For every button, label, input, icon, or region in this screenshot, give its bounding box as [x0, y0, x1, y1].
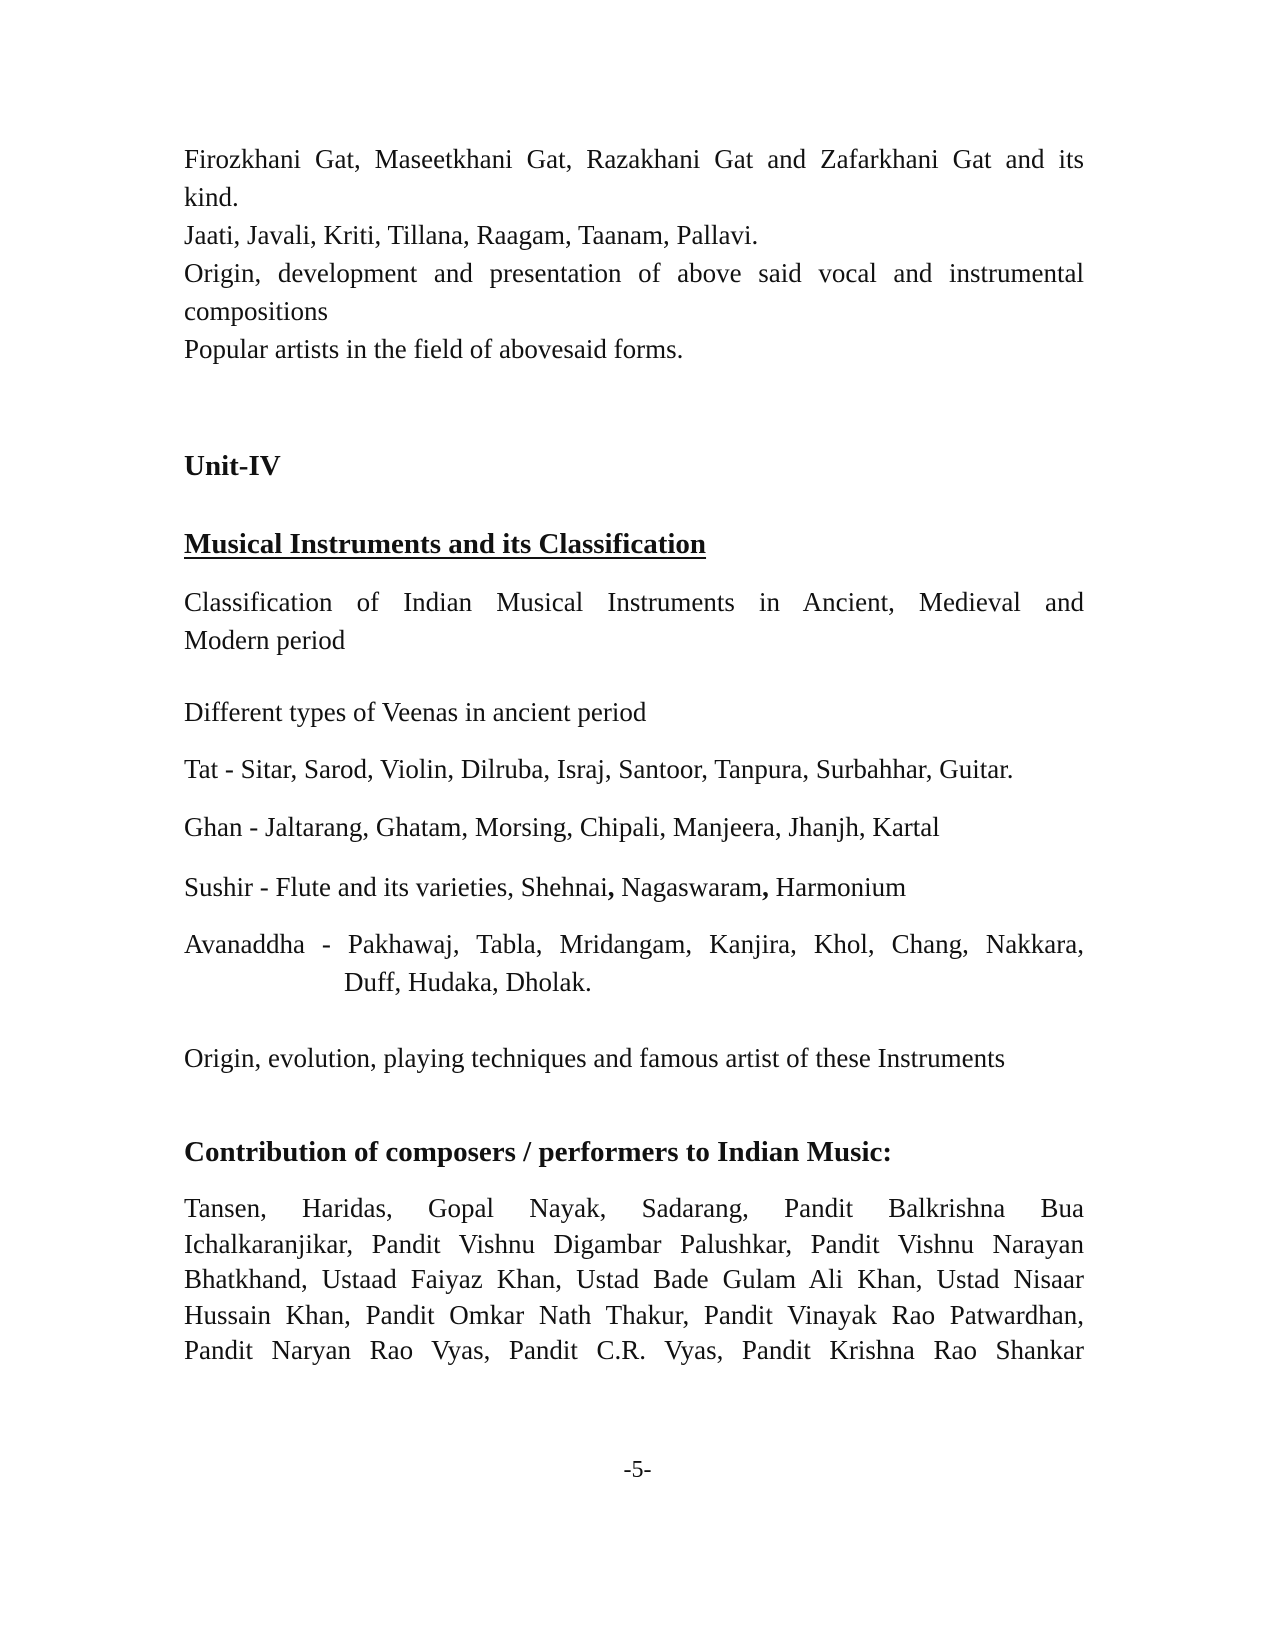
contribution-paragraph — [184, 1191, 1084, 1369]
sushir-part-2: Nagaswaram — [614, 872, 763, 902]
top-line-3: Jaati, Javali, Kriti, Tillana, Raagam, Taanam, Pallavi. — [184, 220, 759, 250]
origin-line — [184, 1039, 1084, 1077]
top-line-4: Origin, development and presentation of above said vocal and instrumental — [184, 258, 1084, 288]
tat-text: Tat - Sitar, Sarod, Violin, Dilruba, Israj, Santoor, Tanpura, Surbahhar, Guitar. — [184, 754, 1014, 784]
origin-text: Origin, evolution, playing techniques and famous artist of these Instruments — [184, 1043, 1006, 1073]
classification-line-2: Modern period — [184, 625, 346, 655]
contribution-line-3: Bhatkhand, Ustaad Faiyaz Khan, Ustad Bade Gulam Ali Khan, Ustad Nisaar — [184, 1264, 1084, 1294]
sushir-sep-1: , — [607, 872, 615, 902]
unit-title: Unit-IV — [184, 450, 281, 482]
contribution-line-4: Hussain Khan, Pandit Omkar Nath Thakur, Pandit Vinayak Rao Patwardhan, — [184, 1299, 1084, 1330]
contribution-line-1: Tansen, Haridas, Gopal Nayak, Sadarang, Pandit Balkrishna Bua — [184, 1193, 1084, 1223]
contribution-line-5: Pandit Naryan Rao Vyas, Pandit C.R. Vyas, Pandit Krishna Rao Shankar — [184, 1335, 1084, 1365]
sushir-line — [184, 868, 1084, 906]
sushir-part-1: Sushir - Flute and its varieties, Shehnai — [184, 872, 608, 902]
contribution-title: Contribution of composers / performers to Indian Music: — [184, 1136, 893, 1168]
avanaddha-paragraph — [184, 925, 1084, 1001]
avanaddha-line-1: Avanaddha - Pakhawaj, Tabla, Mridangam, Kanjira, Khol, Chang, Nakkara, — [184, 929, 1084, 959]
contribution-line-2: Ichalkaranjikar, Pandit Vishnu Digambar Palushkar, Pandit Vishnu Narayan — [184, 1228, 1084, 1259]
section-title: Musical Instruments and its Classification — [184, 528, 707, 560]
classification-line-1: Classification of Indian Musical Instruments in Ancient, Medieval and — [184, 587, 1084, 617]
veenas-text: Different types of Veenas in ancient period — [184, 697, 647, 727]
sushir-part-3: Harmonium — [768, 872, 907, 902]
top-section — [184, 140, 1084, 368]
ghan-line — [184, 808, 1084, 846]
veenas-line — [184, 693, 1084, 731]
avanaddha-line-2: Duff, Hudaka, Dholak. — [344, 967, 592, 997]
sushir-text — [184, 868, 1084, 906]
top-line-1: Firozkhani Gat, Maseetkhani Gat, Razakhani Gat and Zafarkhani Gat and its — [184, 144, 1084, 174]
top-line-2: kind. — [184, 182, 239, 212]
page-number: -5- — [623, 1457, 652, 1483]
top-line-6: Popular artists in the field of abovesaid forms. — [184, 334, 684, 364]
sushir-sep-2: , — [762, 872, 769, 902]
tat-line — [184, 750, 1104, 788]
classification-paragraph — [184, 583, 1084, 659]
top-line-5: compositions — [184, 296, 329, 326]
ghan-text: Ghan - Jaltarang, Ghatam, Morsing, Chipali, Manjeera, Jhanjh, Kartal — [184, 812, 940, 842]
